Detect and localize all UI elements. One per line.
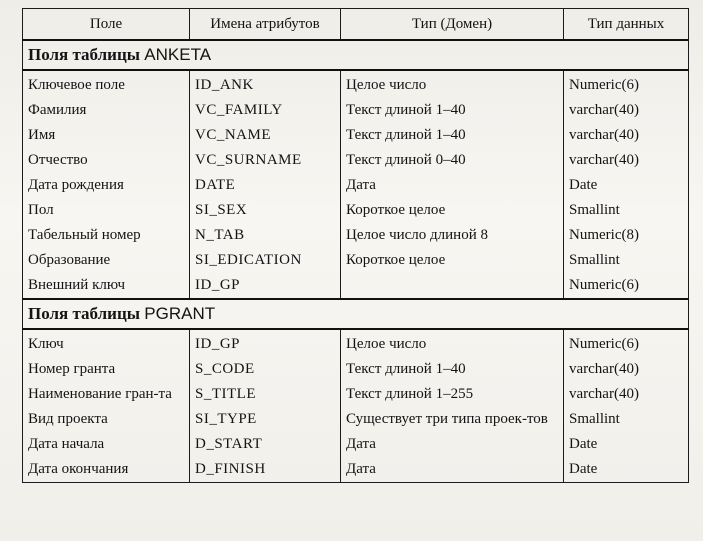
cell-attribute: ID_GP: [190, 273, 341, 299]
table-row: [23, 70, 689, 98]
cell-attribute: S_TITLE: [190, 382, 341, 407]
cell-data-type: Smallint: [564, 407, 689, 432]
section-label: Поля таблицы: [28, 304, 141, 323]
cell-domain: Целое число длиной 8: [341, 223, 564, 248]
cell-domain: [341, 273, 564, 299]
cell-domain: Существует три типа проек-тов: [341, 407, 564, 432]
cell-data-type: Numeric(6): [564, 70, 689, 98]
cell-data-type: Date: [564, 432, 689, 457]
cell-attribute: D_FINISH: [190, 457, 341, 483]
cell-data-type: Numeric(6): [564, 329, 689, 357]
header-data-type: Тип данных: [564, 9, 689, 41]
cell-field: Внешний ключ: [23, 273, 190, 299]
table-header: [23, 9, 689, 41]
table-row: [23, 198, 689, 223]
cell-attribute: S_CODE: [190, 357, 341, 382]
cell-field: Фамилия: [23, 98, 190, 123]
section-row-pgrant: [23, 299, 689, 329]
cell-field: Табельный номер: [23, 223, 190, 248]
table-row: [23, 432, 689, 457]
section-label: Поля таблицы: [28, 45, 141, 64]
table-body: [23, 40, 689, 483]
header-domain-type: Тип (Домен): [341, 9, 564, 41]
table-row: [23, 357, 689, 382]
cell-attribute: VC_FAMILY: [190, 98, 341, 123]
table-row: [23, 457, 689, 483]
cell-attribute: SI_EDICATION: [190, 248, 341, 273]
cell-attribute: D_START: [190, 432, 341, 457]
cell-domain: Целое число: [341, 329, 564, 357]
cell-data-type: varchar(40): [564, 382, 689, 407]
table-row: [23, 173, 689, 198]
cell-data-type: Smallint: [564, 248, 689, 273]
cell-field: Дата рождения: [23, 173, 190, 198]
table-row: [23, 329, 689, 357]
cell-data-type: varchar(40): [564, 98, 689, 123]
cell-domain: Текст длиной 0–40: [341, 148, 564, 173]
section-title: [23, 299, 689, 329]
cell-domain: Текст длиной 1–40: [341, 357, 564, 382]
section-table-name: PGRANT: [144, 304, 216, 323]
cell-domain: Дата: [341, 457, 564, 483]
cell-field: Дата начала: [23, 432, 190, 457]
cell-domain: Короткое целое: [341, 248, 564, 273]
cell-domain: Целое число: [341, 70, 564, 98]
cell-data-type: Numeric(6): [564, 273, 689, 299]
cell-domain: Короткое целое: [341, 198, 564, 223]
cell-attribute: VC_NAME: [190, 123, 341, 148]
section-title: [23, 40, 689, 70]
table-row: [23, 148, 689, 173]
cell-attribute: DATE: [190, 173, 341, 198]
cell-data-type: varchar(40): [564, 148, 689, 173]
cell-field: Наименование гран-та: [23, 382, 190, 407]
section-table-name: ANKETA: [144, 45, 212, 64]
cell-data-type: Numeric(8): [564, 223, 689, 248]
table-row: [23, 273, 689, 299]
table-row: [23, 382, 689, 407]
cell-domain: Текст длиной 1–40: [341, 123, 564, 148]
cell-domain: Текст длиной 1–40: [341, 98, 564, 123]
header-field: Поле: [23, 9, 190, 41]
cell-domain: Дата: [341, 432, 564, 457]
cell-attribute: SI_TYPE: [190, 407, 341, 432]
cell-domain: Текст длиной 1–255: [341, 382, 564, 407]
table-row: [23, 123, 689, 148]
table-row: [23, 223, 689, 248]
cell-field: Ключ: [23, 329, 190, 357]
cell-data-type: Date: [564, 173, 689, 198]
header-attribute-names: Имена атрибутов: [190, 9, 341, 41]
cell-field: Пол: [23, 198, 190, 223]
table-row: [23, 407, 689, 432]
cell-field: Образование: [23, 248, 190, 273]
cell-attribute: ID_GP: [190, 329, 341, 357]
cell-data-type: Date: [564, 457, 689, 483]
attribute-table: [22, 8, 689, 483]
cell-attribute: VC_SURNAME: [190, 148, 341, 173]
cell-field: Дата окончания: [23, 457, 190, 483]
cell-field: Вид проекта: [23, 407, 190, 432]
cell-domain: Дата: [341, 173, 564, 198]
cell-attribute: SI_SEX: [190, 198, 341, 223]
cell-field: Ключевое поле: [23, 70, 190, 98]
cell-data-type: varchar(40): [564, 357, 689, 382]
table-row: [23, 248, 689, 273]
cell-data-type: Smallint: [564, 198, 689, 223]
cell-field: Отчество: [23, 148, 190, 173]
cell-field: Имя: [23, 123, 190, 148]
cell-attribute: ID_ANK: [190, 70, 341, 98]
cell-field: Номер гранта: [23, 357, 190, 382]
cell-attribute: N_TAB: [190, 223, 341, 248]
cell-data-type: varchar(40): [564, 123, 689, 148]
section-row-anketa: [23, 40, 689, 70]
table-row: [23, 98, 689, 123]
